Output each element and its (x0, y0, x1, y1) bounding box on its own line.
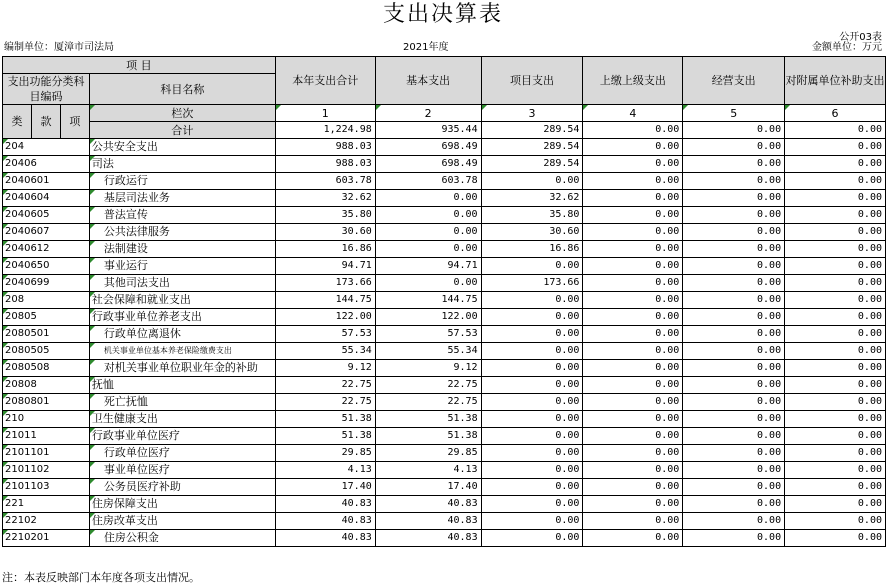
amount-cell: 0.00 (481, 343, 583, 360)
lei-header: 类 (3, 105, 32, 139)
table-row (3, 224, 886, 241)
amount-cell: 0.00 (481, 309, 583, 326)
amount-cell: 0.00 (375, 224, 481, 241)
subject-name: 卫生健康支出 (89, 411, 275, 428)
total-header: 本年支出合计 (275, 57, 375, 105)
amount-cell: 0.00 (481, 377, 583, 394)
amount-cell: 0.00 (583, 394, 683, 411)
subject-name: 住房改革支出 (89, 513, 275, 530)
table-code: 公开03表 (839, 32, 882, 43)
amount-cell: 0.00 (583, 292, 683, 309)
amount-cell: 0.00 (785, 360, 886, 377)
amount-cell: 122.00 (375, 309, 481, 326)
amount-cell: 0.00 (683, 309, 785, 326)
amount-cell: 0.00 (683, 258, 785, 275)
amount-cell: 55.34 (375, 343, 481, 360)
amount-cell: 0.00 (785, 479, 886, 496)
subject-name: 事业单位医疗 (89, 462, 275, 479)
amount-cell: 0.00 (785, 156, 886, 173)
subject-name: 抚恤 (89, 377, 275, 394)
col-num: 4 (583, 105, 683, 122)
table-row (3, 241, 886, 258)
amount-cell: 0.00 (785, 445, 886, 462)
amount-cell: 0.00 (683, 394, 785, 411)
amount-cell: 29.85 (375, 445, 481, 462)
amount-cell: 32.62 (481, 190, 583, 207)
amount-cell: 0.00 (583, 377, 683, 394)
amount-cell: 988.03 (275, 156, 375, 173)
amount-cell: 289.54 (481, 139, 583, 156)
table-row (3, 496, 886, 513)
amount-cell: 22.75 (275, 377, 375, 394)
amount-cell: 57.53 (275, 326, 375, 343)
subject-name: 社会保障和就业支出 (89, 292, 275, 309)
total-value: 0.00 (583, 122, 683, 139)
subject-name: 行政事业单位养老支出 (89, 309, 275, 326)
subject-name: 公共法律服务 (89, 224, 275, 241)
kuan-header: 款 (31, 105, 60, 139)
amount-cell: 94.71 (275, 258, 375, 275)
subject-code: 2080501 (3, 326, 90, 343)
amount-cell: 0.00 (683, 190, 785, 207)
amount-cell: 173.66 (275, 275, 375, 292)
subject-name: 行政单位离退休 (89, 326, 275, 343)
amount-cell: 0.00 (683, 224, 785, 241)
amount-cell: 0.00 (583, 479, 683, 496)
amount-cell: 22.75 (375, 394, 481, 411)
table-row (3, 411, 886, 428)
subject-code: 20406 (3, 156, 90, 173)
amount-cell: 0.00 (481, 530, 583, 547)
amount-cell: 57.53 (375, 326, 481, 343)
col-num: 2 (375, 105, 481, 122)
upper-header: 上缴上级支出 (583, 57, 683, 105)
amount-cell: 51.38 (275, 411, 375, 428)
amount-cell: 0.00 (683, 513, 785, 530)
amount-cell: 0.00 (683, 445, 785, 462)
col-num: 1 (275, 105, 375, 122)
amount-cell: 0.00 (785, 173, 886, 190)
amount-cell: 0.00 (683, 156, 785, 173)
amount-cell: 30.60 (481, 224, 583, 241)
table-row (3, 275, 886, 292)
subject-name: 其他司法支出 (89, 275, 275, 292)
amount-cell: 173.66 (481, 275, 583, 292)
amount-cell: 0.00 (481, 326, 583, 343)
amount-cell: 0.00 (683, 428, 785, 445)
amount-cell: 0.00 (375, 190, 481, 207)
amount-cell: 0.00 (481, 513, 583, 530)
footnote: 注：本表反映部门本年度各项支出情况。 (2, 571, 200, 584)
amount-cell: 0.00 (785, 139, 886, 156)
subject-code: 20805 (3, 309, 90, 326)
amount-cell: 0.00 (785, 411, 886, 428)
amount-cell: 0.00 (785, 258, 886, 275)
amount-cell: 0.00 (583, 241, 683, 258)
subject-code: 208 (3, 292, 90, 309)
amount-cell: 0.00 (785, 343, 886, 360)
amount-cell: 0.00 (583, 326, 683, 343)
amount-cell: 0.00 (683, 139, 785, 156)
subject-name: 住房保障支出 (89, 496, 275, 513)
xiang-header: 项 (60, 105, 89, 139)
amount-cell: 0.00 (683, 173, 785, 190)
amount-cell: 9.12 (375, 360, 481, 377)
amount-cell: 55.34 (275, 343, 375, 360)
amount-cell: 0.00 (683, 207, 785, 224)
amount-cell: 0.00 (785, 394, 886, 411)
amount-cell: 17.40 (375, 479, 481, 496)
subject-name: 事业运行 (89, 258, 275, 275)
subject-name: 司法 (89, 156, 275, 173)
amount-cell: 698.49 (375, 156, 481, 173)
amount-cell: 144.75 (375, 292, 481, 309)
amount-cell: 51.38 (275, 428, 375, 445)
amount-cell: 40.83 (275, 496, 375, 513)
col-num: 5 (683, 105, 785, 122)
col-num: 6 (785, 105, 886, 122)
table-row (3, 462, 886, 479)
amount-cell: 0.00 (481, 479, 583, 496)
amount-cell: 0.00 (375, 275, 481, 292)
table-row (3, 343, 886, 360)
amount-cell: 0.00 (683, 479, 785, 496)
total-value: 289.54 (481, 122, 583, 139)
subject-code: 2101101 (3, 445, 90, 462)
amount-cell: 4.13 (375, 462, 481, 479)
amount-cell: 0.00 (583, 309, 683, 326)
amount-cell: 122.00 (275, 309, 375, 326)
table-row (3, 530, 886, 547)
table-row (3, 394, 886, 411)
subject-name: 对机关事业单位职业年金的补助 (89, 360, 275, 377)
amount-cell: 0.00 (785, 292, 886, 309)
amount-cell: 16.86 (481, 241, 583, 258)
table-row (3, 292, 886, 309)
amount-cell: 0.00 (481, 173, 583, 190)
subject-name: 行政事业单位医疗 (89, 428, 275, 445)
subject-code: 2040605 (3, 207, 90, 224)
table-row (3, 139, 886, 156)
amount-cell: 0.00 (785, 530, 886, 547)
amount-cell: 0.00 (785, 207, 886, 224)
amount-cell: 0.00 (683, 411, 785, 428)
amount-cell: 35.80 (481, 207, 583, 224)
subject-name: 行政单位医疗 (89, 445, 275, 462)
subject-code: 2040607 (3, 224, 90, 241)
amount-cell: 0.00 (481, 445, 583, 462)
currency-unit: 金额单位：万元 (812, 42, 882, 53)
amount-cell: 0.00 (481, 292, 583, 309)
expenditure-table (2, 56, 886, 547)
amount-cell: 0.00 (583, 462, 683, 479)
col-num: 3 (481, 105, 583, 122)
amount-cell: 94.71 (375, 258, 481, 275)
total-value: 935.44 (375, 122, 481, 139)
amount-cell: 289.54 (481, 156, 583, 173)
subject-code: 210 (3, 411, 90, 428)
subject-code: 2040604 (3, 190, 90, 207)
amount-cell: 0.00 (583, 343, 683, 360)
amount-cell: 0.00 (583, 428, 683, 445)
amount-cell: 0.00 (583, 207, 683, 224)
amount-cell: 0.00 (481, 360, 583, 377)
total-label: 合计 (89, 122, 275, 139)
column-no-label: 栏次 (89, 105, 275, 122)
subject-name: 普法宣传 (89, 207, 275, 224)
table-row (3, 309, 886, 326)
table-row (3, 258, 886, 275)
table-row (3, 173, 886, 190)
business-header: 经营支出 (683, 57, 785, 105)
subject-name: 法制建设 (89, 241, 275, 258)
amount-cell: 17.40 (275, 479, 375, 496)
subject-code: 2080508 (3, 360, 90, 377)
subject-code: 204 (3, 139, 90, 156)
amount-cell: 40.83 (275, 530, 375, 547)
table-row (3, 156, 886, 173)
subject-code: 20808 (3, 377, 90, 394)
amount-cell: 22.75 (375, 377, 481, 394)
amount-cell: 0.00 (683, 462, 785, 479)
subject-code: 22102 (3, 513, 90, 530)
amount-cell: 0.00 (583, 190, 683, 207)
subject-name: 公务员医疗补助 (89, 479, 275, 496)
amount-cell: 988.03 (275, 139, 375, 156)
amount-cell: 4.13 (275, 462, 375, 479)
amount-cell: 51.38 (375, 411, 481, 428)
project-header: 项目支出 (481, 57, 583, 105)
amount-cell: 0.00 (683, 360, 785, 377)
subject-code: 21011 (3, 428, 90, 445)
table-row (3, 479, 886, 496)
amount-cell: 0.00 (785, 275, 886, 292)
fiscal-year: 2021年度 (403, 42, 449, 53)
amount-cell: 30.60 (275, 224, 375, 241)
subject-name: 死亡抚恤 (89, 394, 275, 411)
basic-header: 基本支出 (375, 57, 481, 105)
compiling-unit: 编制单位：厦漳市司法局 (4, 42, 114, 53)
func-code-header: 支出功能分类科目编码 (3, 74, 90, 105)
amount-cell: 0.00 (481, 496, 583, 513)
subject-code: 2040650 (3, 258, 90, 275)
subject-code: 2040601 (3, 173, 90, 190)
amount-cell: 0.00 (683, 496, 785, 513)
amount-cell: 0.00 (785, 513, 886, 530)
amount-cell: 0.00 (785, 496, 886, 513)
amount-cell: 0.00 (481, 258, 583, 275)
amount-cell: 32.62 (275, 190, 375, 207)
table-row (3, 360, 886, 377)
subject-code: 2040612 (3, 241, 90, 258)
amount-cell: 0.00 (375, 207, 481, 224)
amount-cell: 0.00 (583, 530, 683, 547)
subject-code: 221 (3, 496, 90, 513)
subject-name: 行政运行 (89, 173, 275, 190)
amount-cell: 0.00 (583, 411, 683, 428)
amount-cell: 40.83 (375, 513, 481, 530)
table-row (3, 377, 886, 394)
subject-code: 2210201 (3, 530, 90, 547)
amount-cell: 0.00 (785, 241, 886, 258)
table-row (3, 190, 886, 207)
table-row (3, 326, 886, 343)
amount-cell: 35.80 (275, 207, 375, 224)
table-row (3, 513, 886, 530)
amount-cell: 698.49 (375, 139, 481, 156)
amount-cell: 0.00 (683, 343, 785, 360)
amount-cell: 0.00 (683, 530, 785, 547)
subsidy-header: 对附属单位补助支出 (785, 57, 886, 105)
amount-cell: 0.00 (583, 224, 683, 241)
amount-cell: 0.00 (481, 394, 583, 411)
amount-cell: 0.00 (785, 428, 886, 445)
amount-cell: 0.00 (583, 445, 683, 462)
amount-cell: 0.00 (481, 462, 583, 479)
subject-code: 2040699 (3, 275, 90, 292)
amount-cell: 16.86 (275, 241, 375, 258)
subject-code: 2101102 (3, 462, 90, 479)
amount-cell: 0.00 (785, 377, 886, 394)
subject-name: 住房公积金 (89, 530, 275, 547)
amount-cell: 0.00 (481, 411, 583, 428)
subject-name-header: 科目名称 (89, 74, 275, 105)
subject-code: 2080505 (3, 343, 90, 360)
amount-cell: 0.00 (583, 173, 683, 190)
amount-cell: 0.00 (375, 241, 481, 258)
amount-cell: 0.00 (785, 326, 886, 343)
subject-code: 2101103 (3, 479, 90, 496)
amount-cell: 0.00 (785, 224, 886, 241)
amount-cell: 0.00 (683, 292, 785, 309)
table-row (3, 428, 886, 445)
amount-cell: 0.00 (785, 190, 886, 207)
amount-cell: 51.38 (375, 428, 481, 445)
subject-name: 基层司法业务 (89, 190, 275, 207)
amount-cell: 144.75 (275, 292, 375, 309)
amount-cell: 0.00 (785, 462, 886, 479)
amount-cell: 9.12 (275, 360, 375, 377)
amount-cell: 0.00 (683, 377, 785, 394)
subject-name: 公共安全支出 (89, 139, 275, 156)
amount-cell: 40.83 (375, 496, 481, 513)
amount-cell: 40.83 (375, 530, 481, 547)
amount-cell: 22.75 (275, 394, 375, 411)
amount-cell: 0.00 (683, 275, 785, 292)
amount-cell: 0.00 (583, 496, 683, 513)
subject-name: 机关事业单位基本养老保险缴费支出 (89, 343, 275, 360)
amount-cell: 0.00 (583, 360, 683, 377)
table-row (3, 445, 886, 462)
page-title: 支出决算表 (382, 2, 503, 27)
amount-cell: 0.00 (583, 156, 683, 173)
amount-cell: 0.00 (481, 428, 583, 445)
total-value: 0.00 (785, 122, 886, 139)
amount-cell: 0.00 (583, 275, 683, 292)
amount-cell: 603.78 (275, 173, 375, 190)
total-value: 1,224.98 (275, 122, 375, 139)
amount-cell: 0.00 (583, 258, 683, 275)
amount-cell: 29.85 (275, 445, 375, 462)
amount-cell: 40.83 (275, 513, 375, 530)
amount-cell: 0.00 (683, 241, 785, 258)
amount-cell: 0.00 (583, 139, 683, 156)
amount-cell: 0.00 (785, 309, 886, 326)
amount-cell: 603.78 (375, 173, 481, 190)
amount-cell: 0.00 (683, 326, 785, 343)
total-value: 0.00 (683, 122, 785, 139)
item-header: 项 目 (3, 57, 276, 74)
amount-cell: 0.00 (583, 513, 683, 530)
table-row (3, 207, 886, 224)
subject-code: 2080801 (3, 394, 90, 411)
